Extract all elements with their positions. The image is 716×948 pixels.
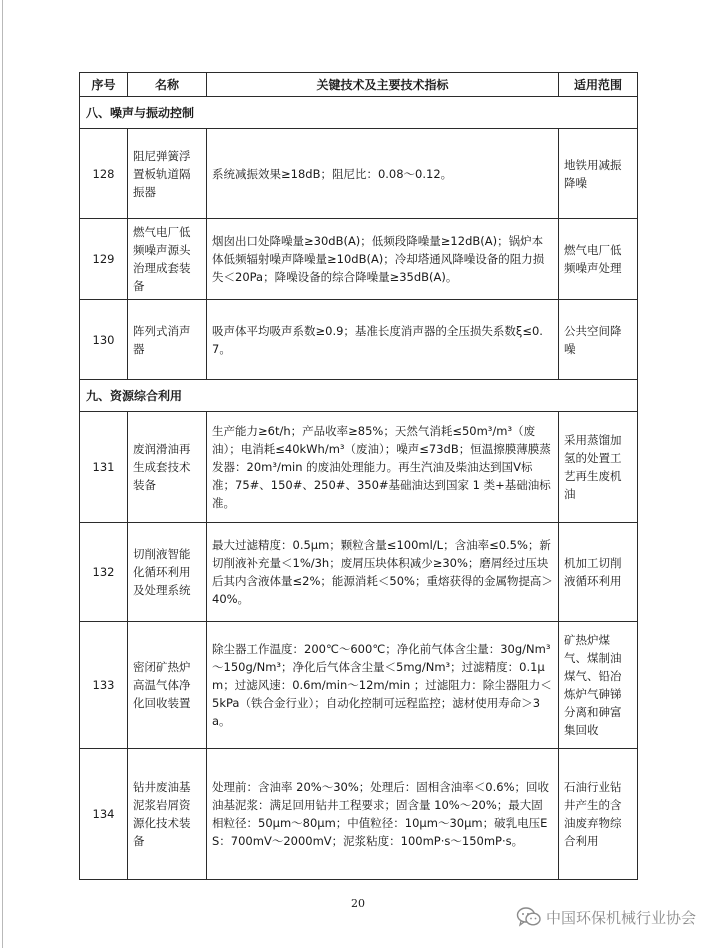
row-scope: 矿热炉煤气、煤制油煤气、铅冶炼炉气砷锑分离和砷富集回收 (559, 622, 638, 749)
section-title: 八、噪声与振动控制 (80, 97, 638, 129)
table-row (80, 523, 638, 622)
header-index: 序号 (80, 73, 128, 97)
row-spec: 最大过滤精度：0.5μm；颗粒含量≤100ml/L；含油率≤0.5%；新切削液补充量＜1%/3h；废屑压块体积减少≥30%；磨屑经过压块后其内含液体量≤2%；能源消耗＜50%；重熔获得的金属物提高＞40%。 (207, 523, 559, 622)
row-scope: 机加工切削液循环利用 (559, 523, 638, 622)
row-index: 128 (80, 129, 128, 219)
table-header-row (80, 73, 638, 97)
header-spec: 关键技术及主要技术指标 (207, 73, 559, 97)
table-row (80, 412, 638, 523)
section-row (80, 97, 638, 129)
technology-table (79, 72, 638, 880)
watermark (516, 906, 696, 928)
row-index: 129 (80, 219, 128, 300)
table-row (80, 300, 638, 380)
table-row (80, 749, 638, 880)
row-name: 阻尼弹簧浮置板轨道隔振器 (128, 129, 207, 219)
watermark-text: 中国环保机械行业协会 (545, 908, 696, 927)
header-scope: 适用范围 (559, 73, 638, 97)
page-edge-line (2, 0, 3, 948)
row-scope: 采用蒸馏加氢的处置工艺再生废机油 (559, 412, 638, 523)
section-row (80, 380, 638, 412)
row-name: 密闭矿热炉高温气体净化回收装置 (128, 622, 207, 749)
table-row (80, 622, 638, 749)
row-name: 钻井废油基泥浆岩屑资源化技术装备 (128, 749, 207, 880)
row-index: 134 (80, 749, 128, 880)
row-index: 131 (80, 412, 128, 523)
row-name: 废润滑油再生成套技术装备 (128, 412, 207, 523)
row-name: 阵列式消声器 (128, 300, 207, 380)
header-name: 名称 (128, 73, 207, 97)
wechat-icon (516, 906, 542, 928)
section-title: 九、资源综合利用 (80, 380, 638, 412)
row-scope: 公共空间降噪 (559, 300, 638, 380)
row-name: 切削液智能化循环利用及处理系统 (128, 523, 207, 622)
row-scope: 地铁用减振降噪 (559, 129, 638, 219)
table-row (80, 129, 638, 219)
row-index: 132 (80, 523, 128, 622)
row-spec: 系统减振效果≥18dB；阻尼比：0.08～0.12。 (207, 129, 559, 219)
row-spec: 吸声体平均吸声系数≥0.9；基准长度消声器的全压损失系数ξ≤0.7。 (207, 300, 559, 380)
row-scope: 石油行业钻井产生的含油废弃物综合利用 (559, 749, 638, 880)
row-spec: 生产能力≥6t/h；产品收率≥85%；天然气消耗≤50m³/m³（废油）；电消耗≤40kWh/m³（废油）；噪声≤73dB；恒温擦膜薄膜蒸发器：20m³/min 的废油处理能力。再生汽油及柴油达到国Ⅴ标准；75#、150#、250#、350#基础油达到国家 1 类+基础油标准。 (207, 412, 559, 523)
row-spec: 处理前：含油率 20%～30%；处理后：固相含油率＜0.6%；回收油基泥浆：满足回用钻井工程要求；固含量 10%～20%；最大固相粒径：50μm～80μm；中值粒径：10μm～30μm；破乳电压ES：700mV～2000mV；泥浆粘度：100mP·s～150mP·s。 (207, 749, 559, 880)
page-number: 20 (351, 897, 365, 910)
row-spec: 烟囱出口处降噪量≥30dB(A)；低频段降噪量≥12dB(A)；锅炉本体低频辐射噪声降噪量≥10dB(A)；冷却塔通风降噪设备的阻力损失＜20Pa；降噪设备的综合降噪量≥35dB(A)。 (207, 219, 559, 300)
table-row (80, 219, 638, 300)
row-scope: 燃气电厂低频噪声处理 (559, 219, 638, 300)
row-index: 130 (80, 300, 128, 380)
row-index: 133 (80, 622, 128, 749)
row-spec: 除尘器工作温度：200℃～600℃；净化前气体含尘量：30g/Nm³～150g/Nm³；净化后气体含尘量＜5mg/Nm³；过滤精度：0.1μm；过滤风速：0.6m/min～12m/min ；过滤阻力：除尘器阻力＜5kPa（铁合金行业）；自动化控制可远程监控；滤材使用寿命＞3a。 (207, 622, 559, 749)
row-name: 燃气电厂低频噪声源头治理成套装备 (128, 219, 207, 300)
